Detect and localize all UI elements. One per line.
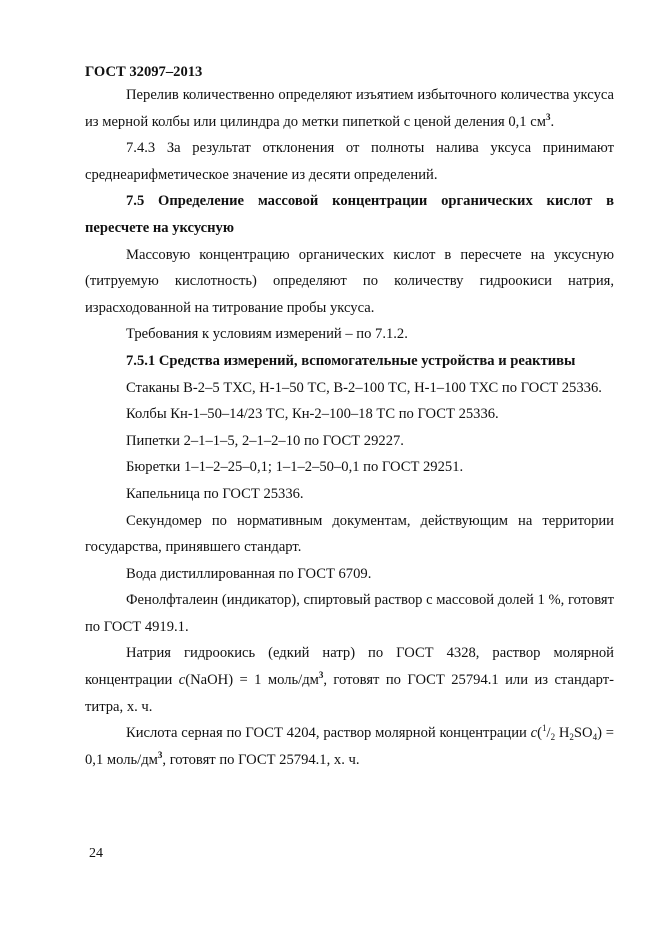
list-item-water: Вода дистиллированная по ГОСТ 6709.	[126, 565, 372, 582]
paragraph-overflow	[85, 82, 614, 135]
superscript: 3	[157, 749, 163, 760]
paragraph-text: .	[550, 113, 555, 130]
list-item-pipettes: Пипетки 2–1–1–5, 2–1–2–10 по ГОСТ 29227.	[126, 432, 404, 449]
subscript: 2	[569, 732, 574, 743]
formula-paren: (	[537, 725, 542, 742]
section-heading-7-5-1: 7.5.1 Средства измерений, вспомогательные устройства и реактивы	[126, 352, 576, 369]
document-header-title: ГОСТ 32097–2013	[85, 64, 203, 80]
list-item-sulfuric-acid	[85, 720, 614, 773]
fraction-denominator: 2	[550, 732, 556, 743]
list-item-burettes: Бюретки 1–1–2–25–0,1; 1–1–2–50–0,1 по ГОСТ 29251.	[126, 459, 464, 476]
superscript: 3	[318, 670, 324, 681]
formula-element: SO	[573, 725, 593, 742]
paragraph-text: Перелив количественно определяют изъятием избыточного количества уксуса из мерной колбы или цилиндра до метки пипеткой с ценой деления 0,1 см	[85, 87, 614, 130]
superscript: 3	[545, 111, 551, 122]
formula-c: c	[178, 672, 186, 689]
paragraph-text: Натрия гидроокись (едкий натр) по ГОСТ 4328, раствор молярной концентрации	[85, 645, 614, 689]
paragraph-text: (NaOH) = 1 моль/дм	[185, 672, 319, 689]
paragraph-text: Кислота серная по ГОСТ 4204, раствор молярной концентрации	[126, 725, 531, 742]
paragraph-text: , готовят по ГОСТ 25794.1, х. ч.	[162, 751, 360, 768]
list-item-stopwatch: Секундомер по нормативным документам, действующим на территории государства, принявшего стандарт.	[85, 512, 614, 556]
paragraph-7-4-3: 7.4.3 За результат отклонения от полноты налива уксуса принимают среднеарифметическое значение из десяти определений.	[85, 140, 614, 183]
list-item-beakers: Стаканы В-2–5 ТХС, Н-1–50 ТС, В-2–100 ТС, Н-1–100 ТХС по ГОСТ 25336.	[126, 379, 602, 396]
document-page	[85, 62, 614, 773]
subscript: 4	[592, 732, 598, 743]
list-item-dropper: Капельница по ГОСТ 25336.	[126, 485, 304, 502]
paragraph-measurement-conditions: Требования к условиям измерений – по 7.1.2.	[126, 326, 408, 343]
page-number: 24	[89, 846, 103, 861]
list-item-sodium-hydroxide	[85, 640, 614, 720]
formula-element: H	[555, 725, 570, 742]
list-item-flasks: Колбы Кн-1–50–14/23 ТС, Кн-2–100–18 ТС по ГОСТ 25336.	[126, 406, 499, 423]
fraction-slash: /	[546, 725, 551, 742]
section-heading-7-5: 7.5 Определение массовой концентрации органических кислот в пересчете на уксусную	[85, 193, 614, 236]
paragraph-mass-concentration: Массовую концентрацию органических кислот в пересчете на уксусную (титруемую кислотность) определяют по количеству гидроокиси натрия, израсходованной на титрование пробы уксуса.	[85, 246, 614, 316]
fraction-numerator: 1	[542, 723, 547, 734]
formula-c: c	[530, 725, 538, 742]
list-item-phenolphthalein: Фенолфталеин (индикатор), спиртовый раствор с массовой долей 1 %, готовят по ГОСТ 4919.1.	[85, 592, 614, 635]
paragraph-text: , готовят по ГОСТ 25794.1 или из стандарт-титра, х. ч.	[85, 672, 615, 715]
paragraph-text: ) = 0,1 моль/дм	[85, 725, 614, 768]
